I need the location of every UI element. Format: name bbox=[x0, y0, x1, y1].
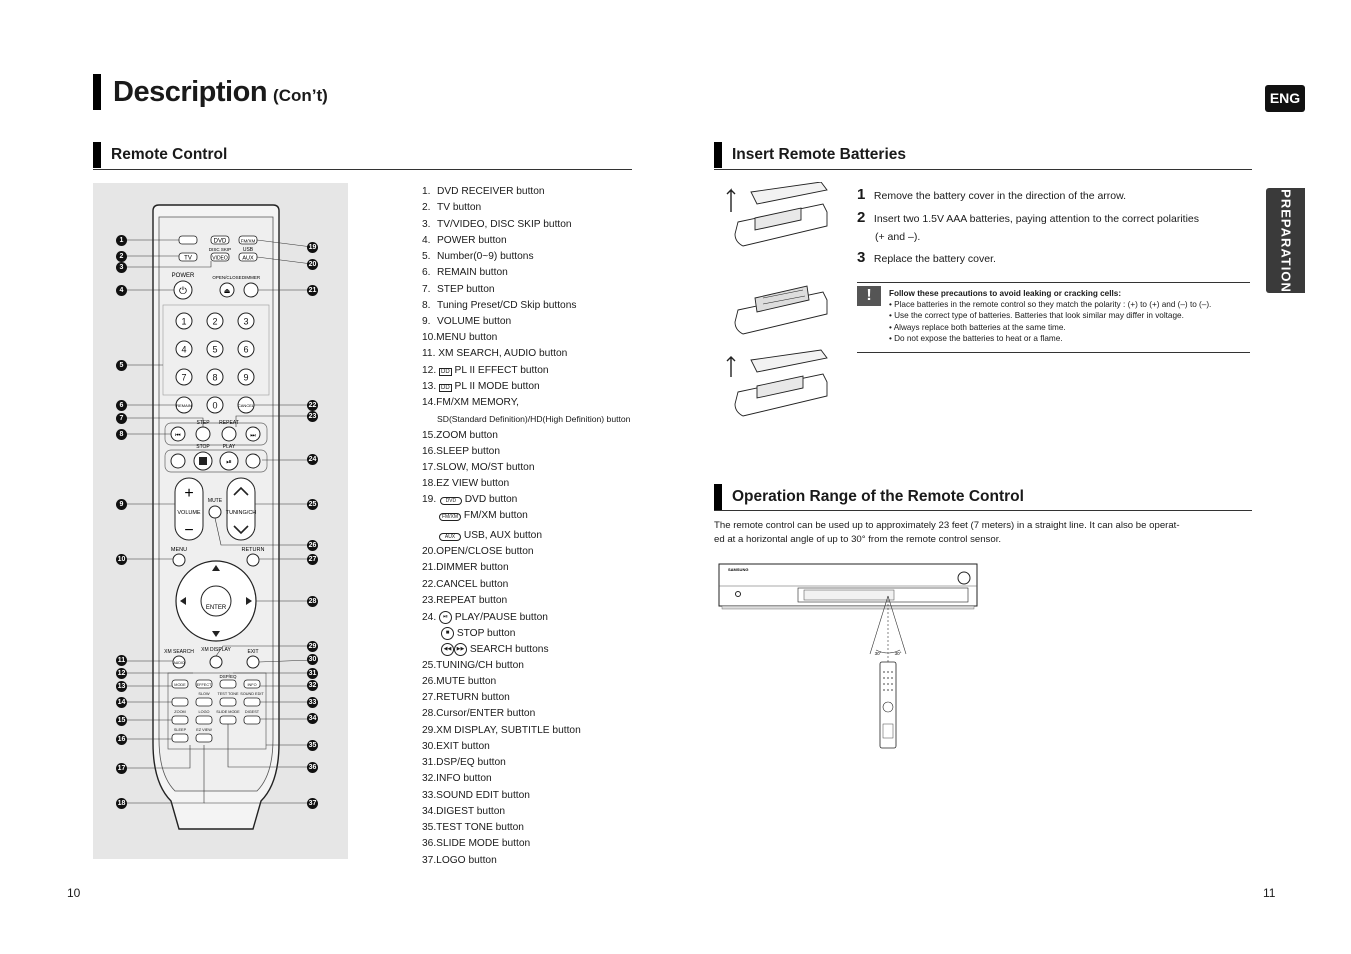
list-item: 14.FM/XM MEMORY, bbox=[422, 397, 519, 408]
list-item: 25.TUNING/CH button bbox=[422, 660, 524, 671]
search-back-icon: ◀◀ bbox=[441, 643, 454, 656]
list-item: ■ STOP button bbox=[422, 627, 515, 640]
callout-15: 15 bbox=[117, 717, 126, 724]
precautions-heading: Follow these precautions to avoid leaking or cracking cells: bbox=[889, 289, 1122, 298]
repeat-label: REPEAT bbox=[219, 420, 239, 426]
tuning-label: TUNING/CH bbox=[225, 510, 257, 516]
list-item: 23.REPEAT button bbox=[422, 595, 508, 606]
list-item: 8. Tuning Preset/CD Skip buttons bbox=[422, 300, 577, 311]
svg-text:⏏: ⏏ bbox=[223, 288, 231, 295]
list-item: 2. TV button bbox=[422, 202, 482, 213]
callout-6: 6 bbox=[116, 400, 127, 411]
play-label: PLAY bbox=[222, 444, 236, 450]
callout-19: 19 bbox=[308, 244, 317, 251]
list-item: 35.TEST TONE button bbox=[422, 822, 524, 833]
warning-icon: ! bbox=[857, 286, 881, 306]
section-rule bbox=[93, 169, 632, 170]
callout-34: 34 bbox=[308, 715, 317, 722]
dimmer-label: DIMMER bbox=[241, 275, 261, 280]
digit-2: 2 bbox=[212, 316, 218, 327]
list-item: 36.SLIDE MODE button bbox=[422, 838, 531, 849]
list-item: 13. DD PL II MODE button bbox=[422, 381, 540, 392]
digit-9: 9 bbox=[243, 372, 249, 383]
section-side-tab-label: PREPARATION bbox=[1278, 188, 1293, 293]
logo-label: LOGO bbox=[198, 710, 210, 714]
operation-text-line: ed at a horizontal angle of up to 30° from the remote control sensor. bbox=[714, 534, 1002, 545]
callout-12: 12 bbox=[117, 670, 126, 677]
callout-28: 28 bbox=[308, 598, 317, 605]
list-item: 28.Cursor/ENTER button bbox=[422, 708, 536, 719]
page-number-left: 10 bbox=[67, 886, 81, 900]
digit-6: 6 bbox=[243, 344, 249, 355]
menu-label: MENU bbox=[170, 547, 188, 553]
usb-label: USB bbox=[242, 247, 254, 253]
remote-illustration bbox=[93, 183, 348, 859]
list-item: 1. DVD RECEIVER button bbox=[422, 186, 545, 197]
video-label: VIDEO bbox=[212, 255, 228, 262]
power-label: POWER bbox=[171, 273, 195, 279]
angle-right-label: 30° bbox=[894, 651, 902, 656]
list-item: 21.DIMMER button bbox=[422, 562, 509, 573]
exit-label: EXIT bbox=[247, 649, 259, 655]
list-item: 15.ZOOM button bbox=[422, 430, 498, 441]
precaution-item: • Always replace both batteries at the same time. bbox=[889, 323, 1066, 332]
section-heading-insert-batteries: Insert Remote Batteries bbox=[714, 142, 906, 168]
callout-36: 36 bbox=[308, 764, 317, 771]
list-item: 11. XM SEARCH, AUDIO button bbox=[422, 348, 568, 359]
list-item: ◀◀ ▶▶ SEARCH buttons bbox=[422, 643, 549, 656]
callout-25: 25 bbox=[308, 501, 317, 508]
mode-label: MODE bbox=[174, 683, 186, 687]
stop-label: STOP bbox=[196, 444, 210, 450]
dsp-eq-label: DSP/EQ bbox=[219, 674, 237, 679]
audio-label: AUDIO bbox=[173, 661, 185, 665]
xm-display-label: XM DISPLAY bbox=[201, 647, 231, 653]
list-item: 5. Number(0~9) buttons bbox=[422, 251, 534, 262]
sleep-label: SLEEP bbox=[173, 728, 187, 732]
list-item: 24. ⏯ PLAY/PAUSE button bbox=[422, 612, 548, 624]
battery-step-2-cont: (+ and –). bbox=[875, 231, 921, 243]
disc-skip-label: DISC SKIP bbox=[208, 247, 232, 252]
callout-31: 31 bbox=[308, 670, 317, 677]
callout-32: 32 bbox=[308, 682, 317, 689]
sound-edit-label: SOUND EDIT bbox=[240, 692, 264, 696]
step-label: STEP bbox=[196, 420, 210, 426]
callout-14: 14 bbox=[117, 699, 126, 706]
xm-search-label: XM SEARCH bbox=[164, 649, 194, 655]
callout-21: 21 bbox=[308, 287, 317, 294]
list-item: 34.DIGEST button bbox=[422, 806, 506, 817]
callout-3: 3 bbox=[116, 262, 127, 273]
callout-30: 30 bbox=[308, 656, 317, 663]
digest-label: DIGEST bbox=[244, 710, 260, 714]
callout-37: 37 bbox=[308, 800, 317, 807]
list-item: 17.SLOW, MO/ST button bbox=[422, 462, 535, 473]
digit-1: 1 bbox=[181, 316, 187, 327]
list-item: 33.SOUND EDIT button bbox=[422, 790, 530, 801]
section-heading-remote-control: Remote Control bbox=[93, 142, 227, 168]
callout-16: 16 bbox=[117, 736, 126, 743]
battery-illustrations bbox=[723, 182, 831, 422]
pl2-icon: DD bbox=[441, 385, 450, 391]
list-item: 9. VOLUME button bbox=[422, 316, 512, 327]
callout-24: 24 bbox=[308, 456, 317, 463]
precaution-item: • Do not expose the batteries to heat or a flame. bbox=[889, 334, 1063, 343]
list-item: 6. REMAIN button bbox=[422, 267, 508, 278]
enter-label: ENTER bbox=[205, 605, 227, 611]
callout-20: 20 bbox=[308, 261, 317, 268]
digit-8: 8 bbox=[212, 372, 218, 383]
svg-text:⏻: ⏻ bbox=[179, 286, 187, 297]
callout-35: 35 bbox=[308, 742, 317, 749]
ez-view-label: EZ VIEW bbox=[196, 728, 212, 732]
page-title bbox=[93, 74, 328, 110]
digit-0: 0 bbox=[212, 400, 218, 411]
svg-text:⏯: ⏯ bbox=[226, 459, 232, 466]
info-label: INFO bbox=[247, 683, 257, 687]
callout-10: 10 bbox=[117, 556, 126, 563]
button-list bbox=[422, 186, 652, 876]
fmxm-label: FM/XM bbox=[240, 238, 256, 244]
callout-8: 8 bbox=[116, 429, 127, 440]
volume-label: VOLUME bbox=[177, 510, 201, 516]
stop-icon: ■ bbox=[441, 627, 454, 640]
pl2-icon: DD bbox=[441, 369, 450, 375]
list-item: 3. TV/VIDEO, DISC SKIP button bbox=[422, 219, 572, 230]
callout-18: 18 bbox=[117, 800, 126, 807]
list-item: 22.CANCEL button bbox=[422, 579, 509, 590]
battery-steps bbox=[857, 186, 1257, 271]
digit-5: 5 bbox=[212, 344, 218, 355]
angle-left-label: 30° bbox=[874, 651, 882, 656]
test-tone-label: TEST TONE bbox=[217, 692, 239, 696]
dvd-key-icon: DVD bbox=[440, 497, 462, 505]
callout-7: 7 bbox=[116, 413, 127, 424]
battery-step-1: 1 Remove the battery cover in the direction of the arrow. bbox=[857, 186, 1127, 203]
section-side-tab bbox=[1266, 188, 1305, 293]
brand-label: SAMSUNG bbox=[728, 567, 749, 572]
operation-text-line: The remote control can be used up to approximately 23 feet (7 meters) in a straight line. It can also be operat- bbox=[714, 520, 1180, 531]
slow-label: SLOW bbox=[198, 692, 210, 696]
battery-step-2: 2 Insert two 1.5V AAA batteries, paying attention to the correct polarities bbox=[857, 209, 1200, 226]
mute-label: MUTE bbox=[207, 498, 223, 504]
list-item: 20.OPEN/CLOSE button bbox=[422, 546, 534, 557]
list-item: 37.LOGO button bbox=[422, 855, 497, 866]
precautions-box bbox=[857, 282, 1250, 353]
callout-17: 17 bbox=[117, 765, 126, 772]
open-close-label: OPEN/CLOSE bbox=[212, 275, 242, 280]
precaution-item: • Place batteries in the remote control so they match the polarity : (+) to (+) and (–) to (–). bbox=[889, 300, 1212, 309]
digit-3: 3 bbox=[243, 316, 249, 327]
cancel-label: CANCEL bbox=[237, 403, 255, 408]
list-item: FM/XM FM/XM button bbox=[422, 510, 528, 521]
list-item: AUX USB, AUX button bbox=[422, 530, 542, 541]
svg-text:⏭: ⏭ bbox=[250, 433, 256, 439]
section-rule bbox=[714, 169, 1252, 170]
list-item: 16.SLEEP button bbox=[422, 446, 500, 457]
callout-11: 11 bbox=[117, 657, 126, 664]
return-label: RETURN bbox=[241, 547, 265, 553]
section-rule bbox=[714, 510, 1252, 511]
list-item: 30.EXIT button bbox=[422, 741, 490, 752]
zoom-label: ZOOM bbox=[174, 710, 186, 714]
page-number-right: 11 bbox=[1263, 886, 1276, 900]
page-title-main: Description bbox=[113, 76, 268, 108]
list-item: 27.RETURN button bbox=[422, 692, 510, 703]
list-item: 26.MUTE button bbox=[422, 676, 497, 687]
list-item: 29.XM DISPLAY, SUBTITLE button bbox=[422, 725, 581, 736]
callout-5: 5 bbox=[116, 360, 127, 371]
effect-label: EFFECT bbox=[196, 683, 212, 687]
fmxm-key-icon: FM/XM bbox=[439, 513, 461, 521]
callout-26: 26 bbox=[308, 542, 317, 549]
callout-23: 23 bbox=[308, 413, 317, 420]
callout-13: 13 bbox=[117, 683, 126, 690]
operation-range-diagram bbox=[718, 562, 980, 752]
play-pause-icon: ⏯ bbox=[439, 611, 452, 624]
precaution-item: • Use the correct type of batteries. Batteries that look similar may differ in voltage. bbox=[889, 311, 1184, 320]
callout-4: 4 bbox=[116, 285, 127, 296]
callout-9: 9 bbox=[116, 499, 127, 510]
callout-1: 1 bbox=[116, 235, 127, 246]
battery-step-3: 3 Replace the battery cover. bbox=[857, 249, 996, 266]
list-item: 31.DSP/EQ button bbox=[422, 757, 506, 768]
callout-29: 29 bbox=[308, 643, 317, 650]
remain-label: REMAIN bbox=[176, 403, 192, 408]
aux-label: AUX bbox=[242, 255, 254, 262]
callout-22: 22 bbox=[308, 402, 317, 409]
list-item: 4. POWER button bbox=[422, 235, 507, 246]
usb-aux-key-icon: AUX bbox=[439, 533, 461, 541]
list-item: 10.MENU button bbox=[422, 332, 498, 343]
list-item: 12. DD PL II EFFECT button bbox=[422, 365, 549, 376]
callout-27: 27 bbox=[308, 556, 317, 563]
language-tab: ENG bbox=[1265, 85, 1305, 112]
section-heading-operation-range: Operation Range of the Remote Control bbox=[714, 484, 1024, 510]
page-title-sub: (Con’t) bbox=[273, 86, 328, 105]
slide-mode-label: SLIDE MODE bbox=[216, 710, 240, 714]
callout-33: 33 bbox=[308, 699, 317, 706]
svg-text:⏮: ⏮ bbox=[175, 433, 181, 439]
list-item: SD(Standard Definition)/HD(High Definition) button bbox=[437, 414, 631, 424]
dvd-label: DVD bbox=[213, 238, 227, 245]
list-item: 18.EZ VIEW button bbox=[422, 478, 510, 489]
digit-7: 7 bbox=[181, 372, 187, 383]
callout-2: 2 bbox=[116, 251, 127, 262]
list-item: 32.INFO button bbox=[422, 773, 492, 784]
svg-text:+: + bbox=[184, 485, 194, 502]
search-forward-icon: ▶▶ bbox=[454, 643, 467, 656]
svg-text:−: − bbox=[184, 522, 194, 539]
list-item: 7. STEP button bbox=[422, 284, 495, 295]
digit-4: 4 bbox=[181, 344, 187, 355]
list-item: 19. DVD DVD button bbox=[422, 494, 518, 505]
tv-label: TV bbox=[184, 255, 192, 262]
operation-range-text bbox=[714, 519, 1254, 547]
